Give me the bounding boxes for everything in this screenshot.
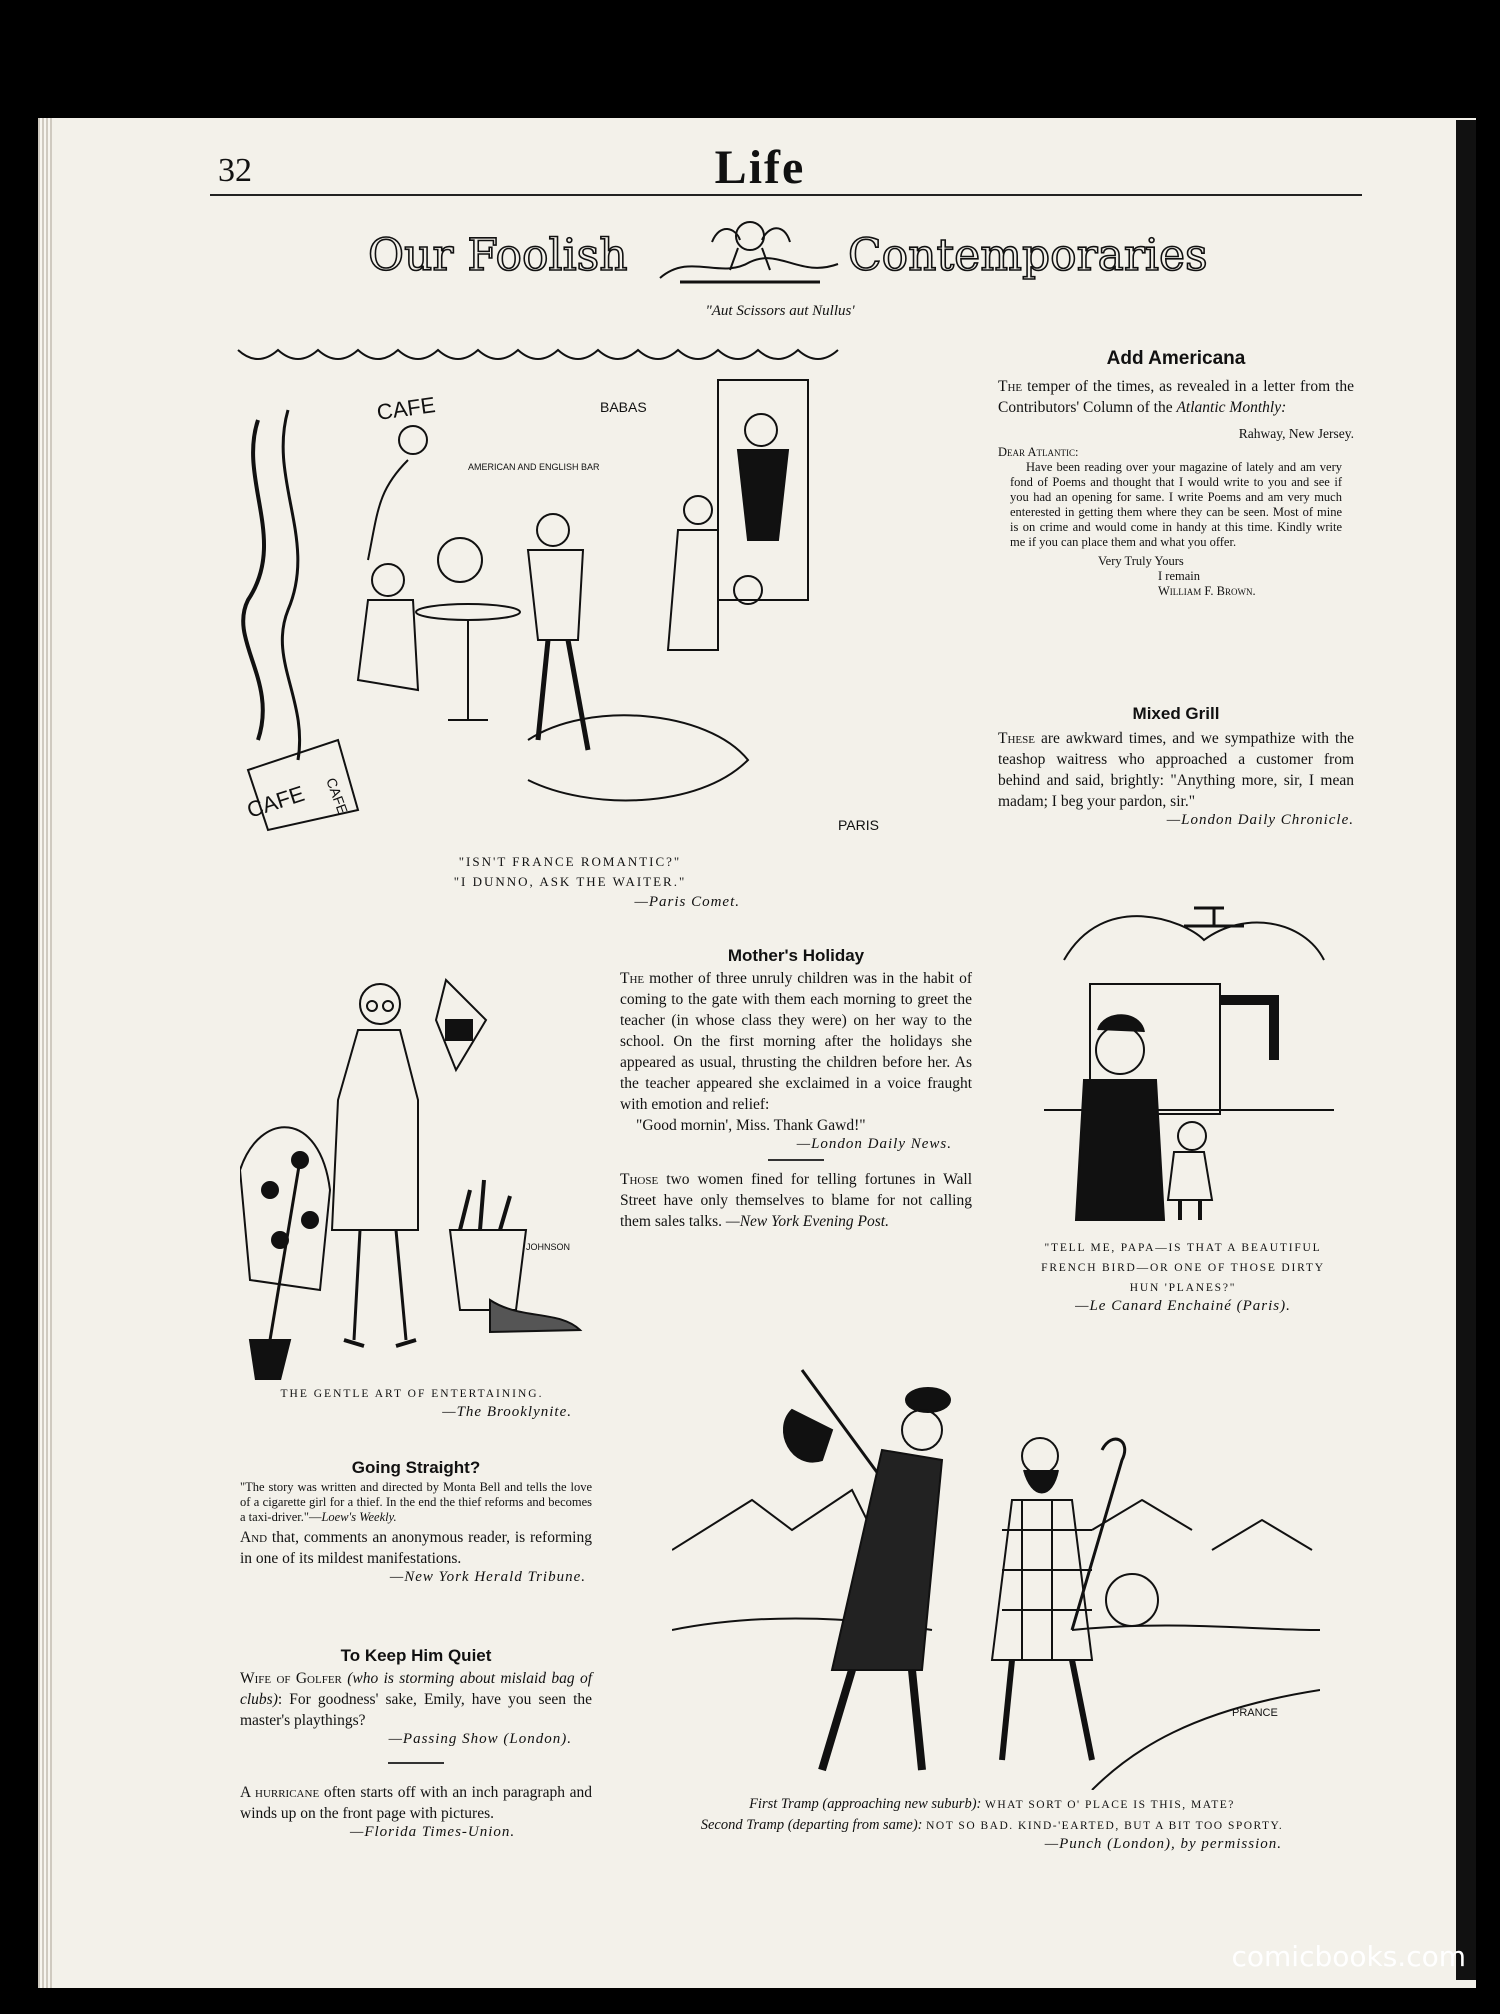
first-tramp-coat <box>832 1450 942 1670</box>
awning <box>238 350 838 359</box>
suburb-houses <box>672 1490 1312 1550</box>
hostess-cartoon <box>240 960 600 1380</box>
intro-text: temper of the times, as revealed in a letter from the Contributors' Column of the <box>998 378 1355 416</box>
umbrella <box>1072 1439 1125 1630</box>
artist-signature: PRANCE <box>1232 1707 1278 1719</box>
section-motto: "Aut Scissors aut Nullus' <box>705 303 855 319</box>
hostess-smock <box>332 1030 418 1230</box>
papa-head <box>1096 1026 1144 1074</box>
article-body <box>240 1668 592 1731</box>
caption-credit: —Le Canard Enchainé (Paris). <box>1075 1298 1291 1314</box>
article-quote: "Good mornin', Miss. Thank Gawd!" <box>636 1117 866 1134</box>
article-credit: —New York Herald Tribune. <box>389 1569 586 1585</box>
bundle <box>784 1410 832 1462</box>
article-going-straight <box>240 1458 592 1586</box>
masthead: Life <box>714 141 806 194</box>
tramps-cartoon <box>672 1330 1320 1790</box>
speech-1: WHAT SORT O' PLACE IS THIS, MATE? <box>984 1799 1235 1811</box>
section-banner <box>360 212 1220 292</box>
lead-word: The <box>998 378 1023 395</box>
page-stack-edge <box>38 118 52 1988</box>
papa-cartoon <box>1044 900 1334 1230</box>
lead-word: A hurricane <box>240 1783 320 1801</box>
papa-cartoon-caption <box>1030 1238 1336 1315</box>
watermark: comicbooks.com <box>1231 1940 1466 1973</box>
second-tramp-head <box>1022 1438 1058 1474</box>
crate-sign-text-2: CAFE <box>323 775 351 817</box>
speaker-2: Second Tramp (departing from same): <box>700 1817 923 1833</box>
article-mixed-grill <box>998 704 1354 829</box>
intro-source: Atlantic Monthly: <box>1176 399 1287 416</box>
bar-sign-text: AMERICAN AND ENGLISH BAR <box>468 462 600 472</box>
caption-line-1: "ISN'T FRANCE ROMANTIC?" <box>458 854 682 869</box>
lead-word: These <box>998 730 1035 747</box>
item-wall-street <box>620 1169 972 1232</box>
article-body <box>620 968 972 1115</box>
item-credit: —New York Evening Post. <box>725 1212 889 1230</box>
letter-body: Have been reading over your magazine of lately and am very fond of Poems and thought that I would write to you and see if you had an opening for same. I write Poems and am very much enterested in getting them where they can be seen. Most of mine is on crime and would come in handy at this time. Kindly write me if you can place them and what you offer. <box>1010 460 1342 549</box>
caption-line-1 <box>668 1794 1316 1815</box>
stage-direction: (who is storming about mislaid bag of clubs) <box>240 1670 592 1708</box>
separator-rule <box>388 1762 444 1764</box>
letter-closing-2: I remain <box>1158 569 1200 583</box>
article-title: Add Americana <box>1106 348 1246 369</box>
tree-foliage <box>243 420 264 740</box>
speech-2: NOT SO BAD. KIND-'EARTED, BUT A BIT TOO SPORTY. <box>926 1820 1284 1832</box>
artist-signature: JOHNSON <box>526 1242 571 1252</box>
first-tramp-head <box>902 1410 942 1450</box>
article-body <box>240 1527 592 1569</box>
cafe-cartoon-caption <box>390 852 750 912</box>
article-title: Mother's Holiday <box>727 946 865 965</box>
article-body <box>998 728 1354 812</box>
biplane <box>1184 908 1244 926</box>
wastebasket <box>450 1230 526 1310</box>
second-tramp-coat <box>992 1500 1092 1660</box>
papa-coat <box>1076 1080 1164 1220</box>
header-rule <box>210 194 1362 196</box>
banner-right-text: Contemporaries <box>848 230 1208 281</box>
item-credit: —Florida Times-Union. <box>350 1823 516 1840</box>
lead-word: Those <box>620 1170 659 1188</box>
article-title: To Keep Him Quiet <box>340 1646 492 1665</box>
hat-in-hand <box>1106 1574 1158 1626</box>
lead-word: Wife of Golfer <box>240 1670 342 1687</box>
letter-salutation: Dear Atlantic: <box>998 445 1079 459</box>
article-keep-him-quiet <box>240 1646 592 1841</box>
item-hurricane <box>240 1782 592 1824</box>
body-text: mother of three unruly children was in the habit of coming to the gate with them each morning to greet the teacher (in whose class they were) on her way to the school. On the first morning after the holidays she appeared as usual, thrusting the children before her. As the teacher appeared she exclaimed in a voice fraught with emotion and relief: <box>620 970 973 1113</box>
quote-source: Loew's Weekly. <box>321 1510 397 1524</box>
letter-place: Rahway, New Jersey. <box>1238 426 1354 441</box>
letter-closing-1: Very Truly Yours <box>1098 554 1184 568</box>
body-text: two women fined for telling fortunes in Wall Street have only themselves to blame for not calling them sales talks. <box>620 1170 973 1230</box>
body-text: are awkward times, and we sympathize with the teashop waitress who approached a customer from behind and said, brightly: "Anything more, sir, I mean madam; I beg your pardon, sir." <box>998 730 1354 810</box>
article-credit: —London Daily Chronicle. <box>1166 812 1354 828</box>
article-credit: —London Daily News. <box>796 1136 952 1152</box>
garden-hose <box>528 715 748 800</box>
bowler-hat <box>906 1388 950 1412</box>
caption-credit: —Paris Comet. <box>634 894 740 910</box>
lead-word: And <box>240 1529 268 1546</box>
article-mothers-holiday <box>620 946 972 1232</box>
article-add-americana <box>998 348 1354 599</box>
hostess-cartoon-caption <box>232 1384 592 1421</box>
babas-sign-text: BABAS <box>600 399 647 415</box>
lead-word: The <box>620 970 645 987</box>
cherub-vignette <box>660 222 838 282</box>
quote-text: "The story was written and directed by Monta Bell and tells the love of a cigarette girl for a thief. In the end the thief reforms and becomes a taxi-driver."— <box>240 1480 592 1524</box>
body-text: often starts off with an inch paragraph and winds up on the front page with pictures. <box>240 1783 592 1822</box>
tramps-cartoon-caption <box>668 1794 1316 1853</box>
waiter-head <box>745 414 777 446</box>
binding-strip <box>1456 120 1476 1980</box>
caption-line-2: "I DUNNO, ASK THE WAITER." <box>453 874 687 889</box>
caption-line: "TELL ME, PAPA—IS THAT A BEAUTIFUL FRENCH BIRD—OR ONE OF THOSE DIRTY HUN 'PLANES?" <box>1041 1242 1325 1294</box>
speaker-1: First Tramp (approaching new suburb): <box>749 1796 982 1812</box>
article-quote <box>240 1480 592 1525</box>
artist-signature: PARIS <box>838 817 879 833</box>
caption-credit: —Punch (London), by permission. <box>1044 1836 1282 1852</box>
plane-swoop <box>1064 916 1324 960</box>
body-text: : For goodness' sake, Emily, have you seen the master's playthings? <box>240 1691 592 1729</box>
hostess-head <box>360 984 400 1024</box>
article-title: Going Straight? <box>351 1458 481 1477</box>
armchair <box>240 1127 330 1290</box>
article-title: Mixed Grill <box>1132 704 1220 723</box>
lamp-globe <box>438 538 482 582</box>
banner-left-text: Our Foolish <box>368 230 628 281</box>
caption-credit: —The Brooklynite. <box>442 1404 572 1420</box>
caption-line: THE GENTLE ART OF ENTERTAINING. <box>280 1388 544 1400</box>
cafe-cartoon <box>228 340 948 840</box>
body-text: that, comments an anonymous reader, is reforming in one of its mildest manifestations. <box>240 1529 592 1567</box>
child-head <box>1178 1122 1206 1150</box>
separator-rule <box>768 1159 824 1161</box>
caption-line-2 <box>668 1815 1316 1836</box>
cafe-sign-text: CAFE <box>375 392 437 425</box>
page-number: 32 <box>218 152 252 189</box>
patron-head <box>537 514 569 546</box>
crate-sign-text-1: CAFE <box>243 780 308 823</box>
article-intro <box>998 376 1354 418</box>
article-credit: —Passing Show (London). <box>388 1731 572 1747</box>
letter-signature: William F. Brown. <box>1158 584 1256 598</box>
child-coat <box>1168 1152 1212 1200</box>
cafe-table <box>416 604 520 620</box>
